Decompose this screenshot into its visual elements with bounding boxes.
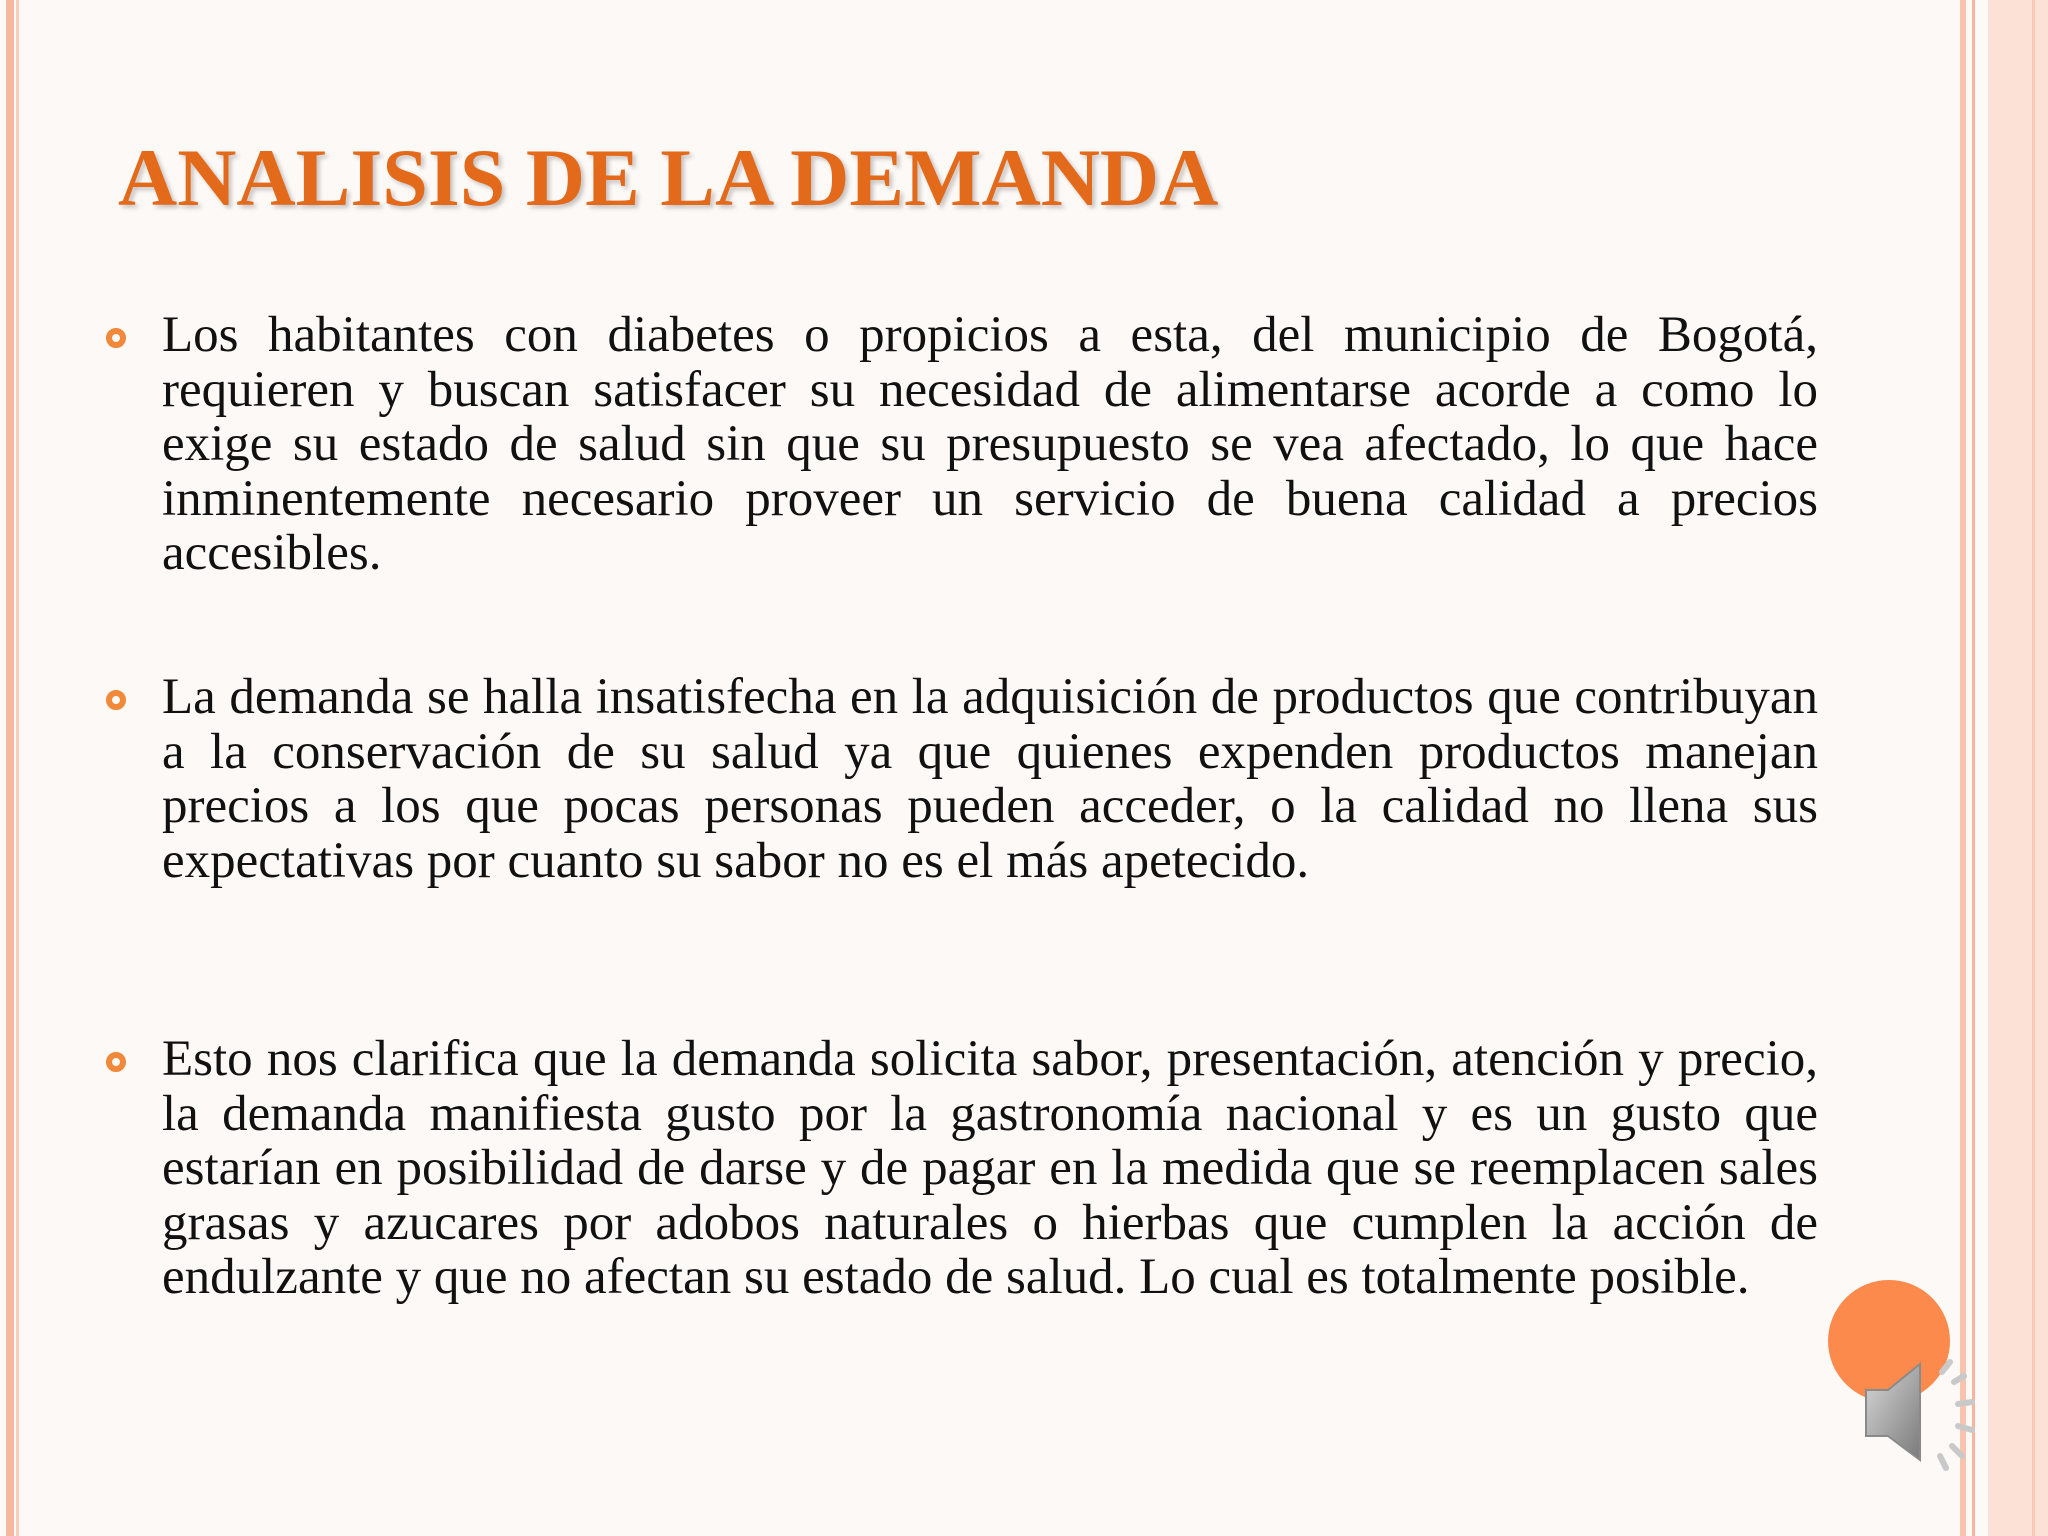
bullet-marker-icon [106,328,126,348]
bullet-item-1: Los habitantes con diabetes o propicios a esta, del municipio de Bogotá, requieren y buscan satisfacer su necesidad de alimentarse acorde a como lo exige su estado de salud sin que su presupuesto se vea afectado, lo que hace inminentemente necesario proveer un servicio de buena calidad a precios accesibles. [162,307,1818,581]
bullet-item-2: La demanda se halla insatisfecha en la adquisición de productos que contribuyan a la conservación de su salud ya que quienes expenden productos manejan precios a los que pocas personas pueden acceder, o la calidad no llena sus expectativas por cuanto su sabor no es el más apetecido. [162,669,1818,889]
slide-title: ANALISIS DE LA DEMANDA [118,132,1219,223]
bullet-item-3: Esto nos clarifica que la demanda solicita sabor, presentación, atención y precio, la demanda manifiesta gusto por la gastronomía nacional y es un gusto que estarían en posibilidad de darse y de pagar en la medida que se reemplacen sales grasas y azucares por adobos naturales o hierbas que cumplen la acción de endulzante y que no afectan su estado de salud. Lo cual es totalmente posible. [162,1031,1818,1305]
bullet-marker-icon [106,1052,126,1072]
speaker-icon[interactable] [1858,1348,1998,1478]
bullet-marker-icon [106,690,126,710]
